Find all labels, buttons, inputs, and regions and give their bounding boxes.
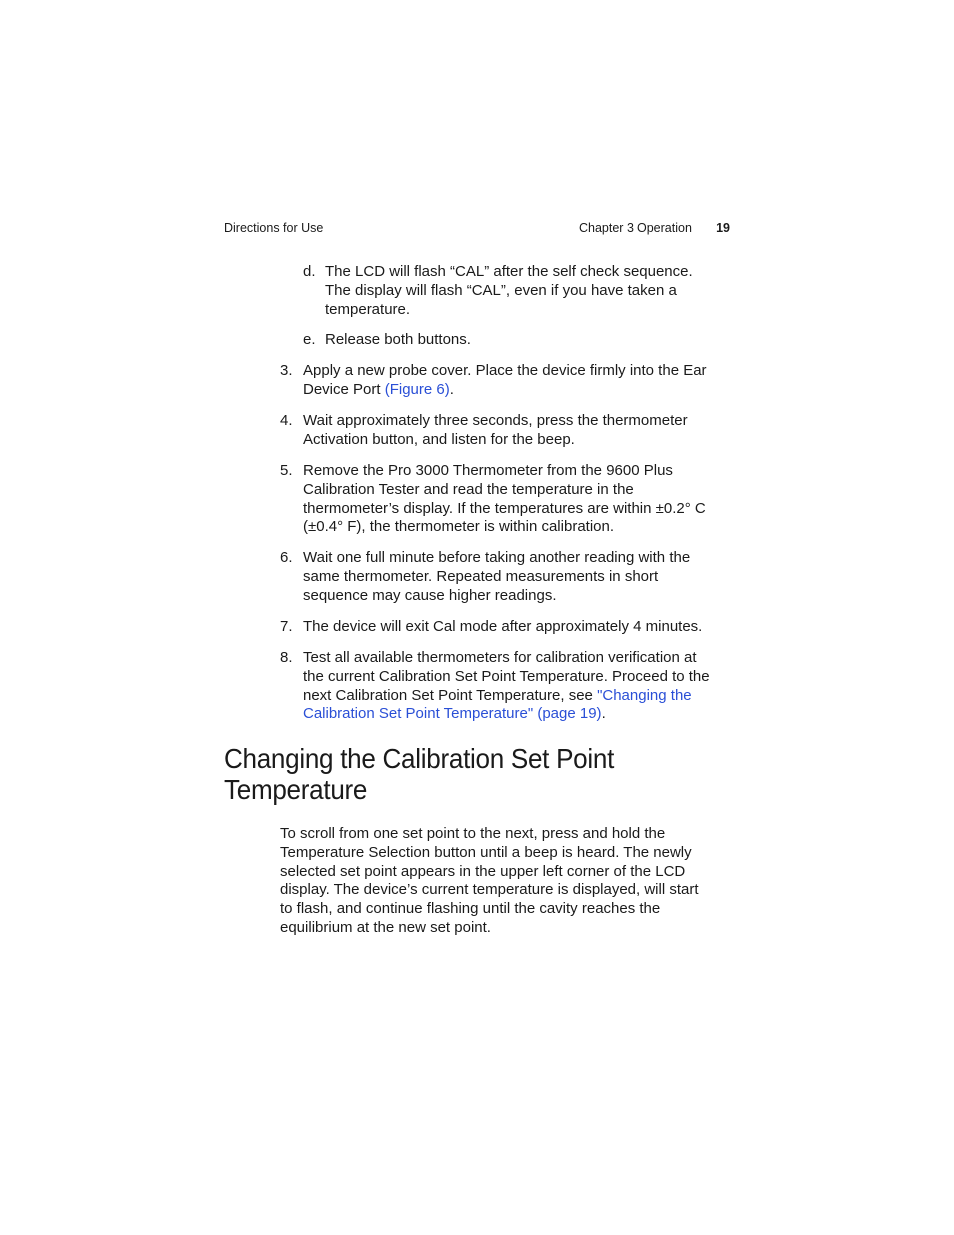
text-line: display. The device’s current temperature is displayed, will start [280,881,699,899]
text-line: The device will exit Cal mode after approximately 4 minutes. [303,618,703,635]
text-line: Wait one full minute before taking another reading with the [303,549,691,566]
text-line [303,381,733,400]
list-marker: 6. [280,549,293,566]
text-line [303,705,733,724]
document-title: Directions for Use [224,221,324,235]
text-line: The display will flash “CAL”, even if you have taken a [325,281,677,299]
text-span: . [449,380,454,398]
list-marker: d. [303,263,316,280]
list-item-text [303,412,733,450]
text-line: Apply a new probe cover. Place the device firmly into the Ear [303,362,707,379]
text-line: The LCD will flash “CAL” after the self check sequence. [325,263,693,280]
list-marker: 3. [280,362,293,379]
page-number: 19 [716,221,730,235]
cross-reference-link[interactable]: Calibration Set Point Temperature" (page 19) [303,705,602,723]
text-line: thermometer’s display. If the temperatures are within ±0.2° C [303,499,706,517]
list-item-text [325,331,735,350]
text-line: selected set point appears in the upper left corner of the LCD [280,862,686,880]
text-line: temperature. [325,300,411,318]
text-line: to flash, and continue flashing until the cavity reaches the [280,900,661,918]
text-line: To scroll from one set point to the next, press and hold the [280,825,666,842]
text-line: equilibrium at the new set point. [280,918,491,936]
list-marker: e. [303,331,316,348]
list-item-text [303,649,733,724]
list-marker: 7. [280,618,293,635]
list-item-text [303,549,733,605]
running-header [224,221,730,239]
list-marker: 5. [280,462,293,479]
text-span: . [601,705,606,723]
text-line: Activation button, and listen for the beep. [303,430,575,448]
text-line: Calibration Tester and read the temperature in the [303,480,634,498]
text-line: the current Calibration Set Point Temperature. Proceed to the [303,667,710,685]
list-marker: 8. [280,649,293,666]
text-line: (±0.4° F), the thermometer is within calibration. [303,518,615,536]
list-item-text [325,263,735,319]
list-item-text [303,362,733,400]
text-span: next Calibration Set Point Temperature, see [303,686,598,704]
text-line: Remove the Pro 3000 Thermometer from the 9600 Plus [303,462,673,479]
list-marker: 4. [280,412,293,429]
text-line [303,687,733,706]
text-line: sequence may cause higher readings. [303,586,557,604]
text-span: Device Port [303,380,385,398]
list-item-text [303,618,733,637]
text-line: Release both buttons. [325,331,471,348]
section-heading [224,743,708,805]
text-line: same thermometer. Repeated measurements in short [303,567,659,585]
chapter-label: Chapter 3 [579,221,634,235]
figure-6-link[interactable]: (Figure 6) [384,380,450,398]
text-line: Temperature Selection button until a beep is heard. The newly [280,843,692,861]
text-line: Wait approximately three seconds, press the thermometer [303,412,688,429]
heading-line: Changing the Calibration Set Point [224,743,615,774]
section-label: Operation [637,221,692,235]
cross-reference-link[interactable]: "Changing the [597,686,692,704]
text-line: Test all available thermometers for calibration verification at [303,649,697,666]
section-paragraph [280,825,730,938]
heading-line: Temperature [224,774,368,805]
list-item-text [303,462,733,537]
